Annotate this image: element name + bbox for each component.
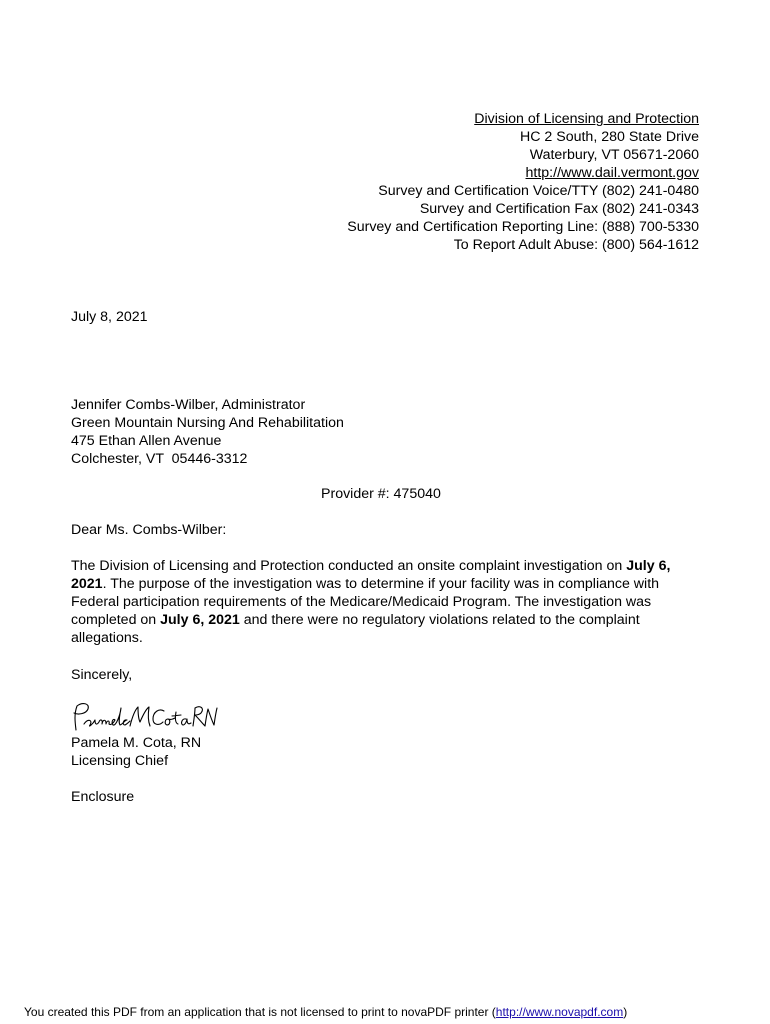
provider-number: Provider #: 475040 — [321, 486, 441, 502]
recipient-street: 475 Ethan Allen Avenue — [71, 433, 222, 449]
closing: Sincerely, — [71, 667, 133, 683]
salutation: Dear Ms. Combs-Wilber: — [71, 522, 227, 538]
novapdf-link[interactable]: http://www.novapdf.com — [495, 1005, 624, 1019]
division-name: Division of Licensing and Protection — [474, 111, 699, 127]
body-text-3: and there were no regulatory violations related to the complaint allegations. — [71, 612, 640, 646]
signer-name: Pamela M. Cota, RN — [71, 735, 202, 751]
letter-date: July 8, 2021 — [71, 309, 148, 325]
website-link[interactable]: http://www.dail.vermont.gov — [525, 165, 699, 181]
signer-title: Licensing Chief — [71, 753, 169, 769]
address-line-2: Waterbury, VT 05671-2060 — [529, 147, 699, 163]
recipient-block — [71, 396, 344, 468]
pdf-watermark-footer — [24, 1005, 627, 1019]
signer-block — [71, 734, 201, 770]
body-paragraph — [71, 557, 701, 647]
enclosure-note: Enclosure — [71, 789, 135, 805]
handwritten-signature — [68, 700, 218, 734]
abuse-line: To Report Adult Abuse: (800) 564-1612 — [453, 237, 699, 253]
body-text-2: . The purpose of the investigation was to determine if your facility was in compliance with Federal participation requirements of the Medicare/Medicaid Program. The investigation was completed on — [71, 576, 660, 628]
investigation-date: July 6, 2021 — [71, 558, 671, 592]
address-line-1: HC 2 South, 280 State Drive — [519, 129, 699, 145]
recipient-city: Colchester, VT 05446-3312 — [71, 451, 248, 467]
footer-close: ) — [623, 1005, 628, 1019]
fax-line: Survey and Certification Fax (802) 241-0343 — [419, 201, 699, 217]
footer-text: You created this PDF from an application that is not licensed to print to novaPDF printer ( — [24, 1005, 496, 1019]
recipient-name: Jennifer Combs-Wilber, Administrator — [71, 397, 306, 413]
letterhead — [347, 110, 699, 254]
body-text-1: The Division of Licensing and Protection conducted an onsite complaint investigation on — [71, 558, 627, 574]
reporting-line: Survey and Certification Reporting Line: (888) 700-5330 — [347, 219, 699, 235]
completion-date: July 6, 2021 — [160, 612, 240, 628]
voice-line: Survey and Certification Voice/TTY (802) 241-0480 — [378, 183, 699, 199]
recipient-facility: Green Mountain Nursing And Rehabilitation — [71, 415, 344, 431]
